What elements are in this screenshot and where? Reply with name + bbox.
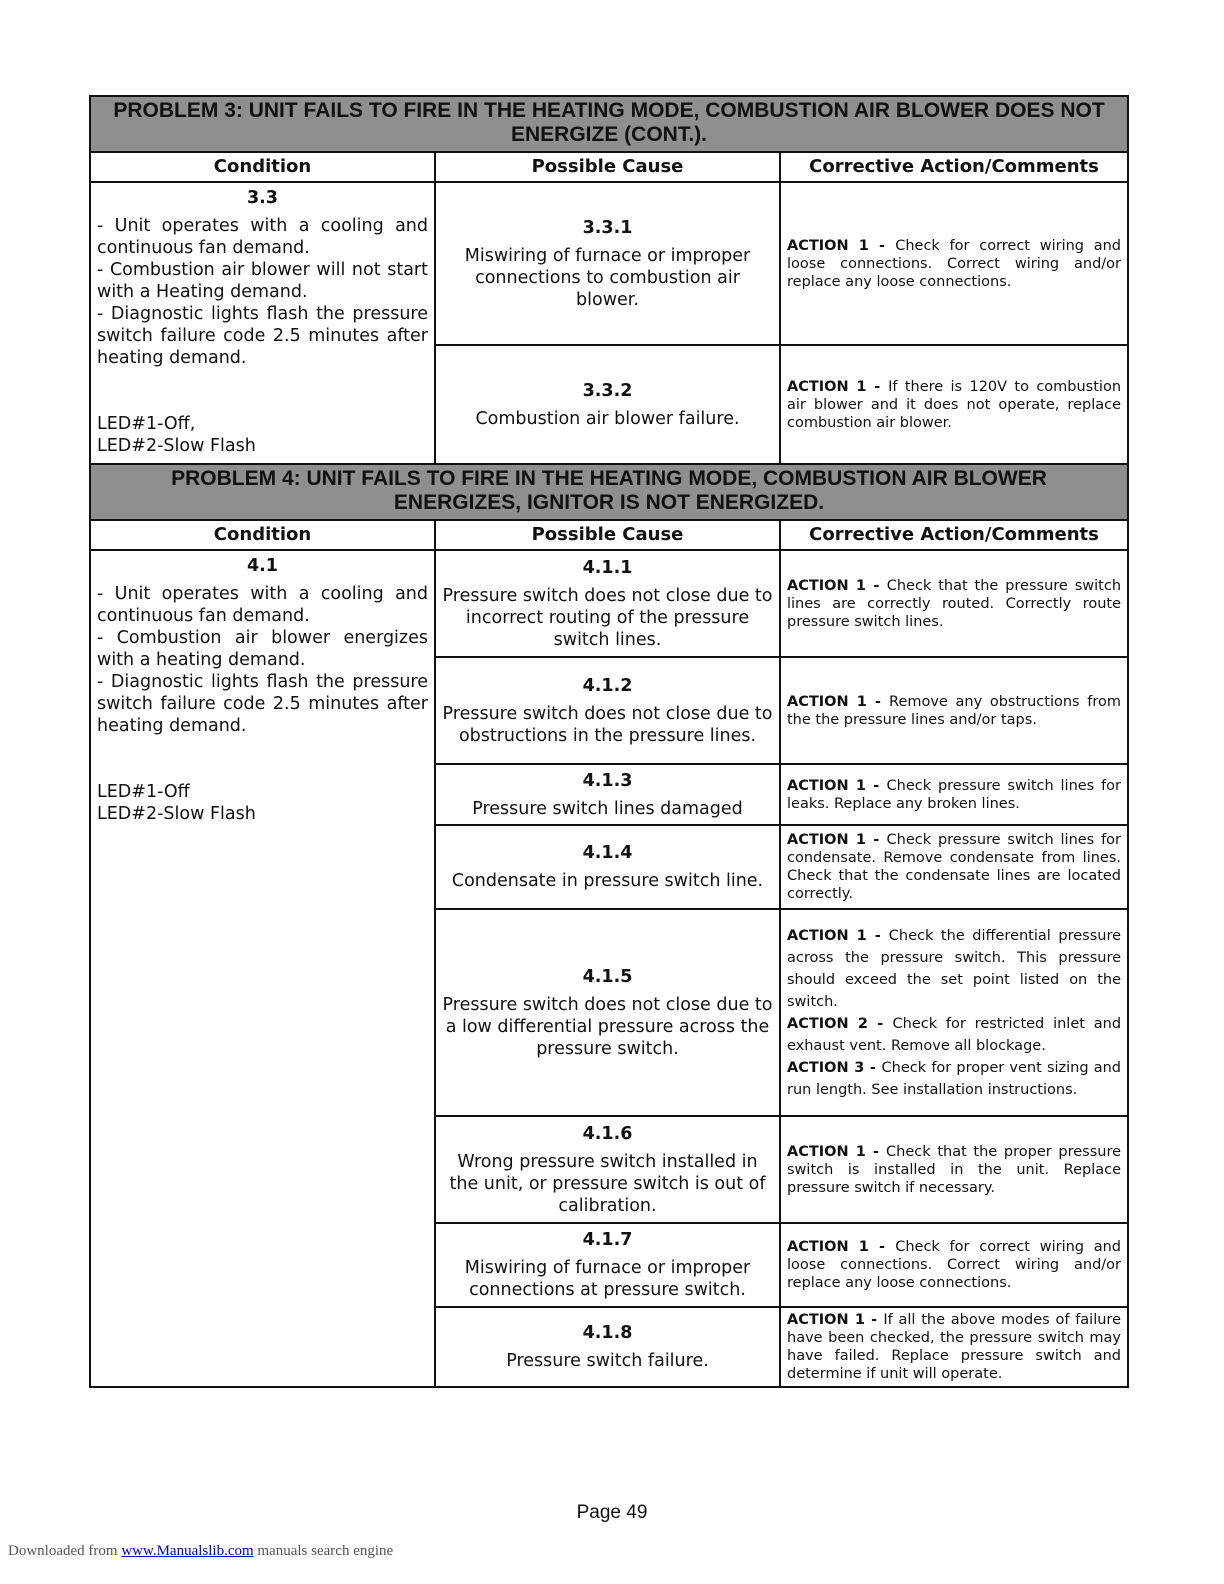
column-header-action: Corrective Action/Comments: [780, 152, 1128, 182]
corrective-action: [780, 345, 1128, 464]
action-label: ACTION 1 -: [787, 777, 887, 794]
corrective-action: [780, 1307, 1128, 1387]
cause-number: 4.1.5: [582, 966, 633, 987]
action-label: ACTION 1 -: [787, 378, 889, 395]
cause-text: Combustion air blower failure.: [475, 408, 740, 429]
cause-text: Condensate in pressure switch line.: [451, 871, 764, 891]
corrective-action: [780, 550, 1128, 657]
action-label: ACTION 1 -: [787, 1239, 896, 1255]
cause-number: 4.1.6: [582, 1123, 633, 1144]
cause-number: 3.3.2: [582, 380, 633, 401]
column-header-condition: Condition: [90, 520, 435, 550]
action-label: ACTION 1 -: [787, 577, 887, 594]
cause-text: Pressure switch failure.: [506, 1351, 709, 1371]
problem4-column-headers: [90, 520, 1128, 550]
column-header-cause: Possible Cause: [435, 520, 780, 550]
action-label: ACTION 1 -: [787, 927, 889, 944]
footer-prefix: Downloaded from: [8, 1543, 122, 1559]
possible-cause: [435, 909, 780, 1116]
action-text: Check for correct wiring and loose connections. Correct wiring and/or replace any loose connections.: [787, 1239, 1122, 1291]
possible-cause: [435, 1223, 780, 1307]
cause-number: 4.1.7: [582, 1230, 633, 1250]
troubleshooting-table: [89, 95, 1129, 1388]
corrective-action: [780, 182, 1128, 345]
possible-cause: [435, 182, 780, 345]
cause-text: Pressure switch does not close due to incorrect routing of the pressure switch lines.: [442, 585, 773, 650]
action-text: Check that the pressure switch lines are correctly routed. Correctly route pressure switch lines.: [787, 577, 1122, 630]
column-header-action: Corrective Action/Comments: [780, 520, 1128, 550]
problem3-condition: [90, 182, 435, 464]
cause-number: 4.1.2: [582, 675, 633, 696]
problem3-title: PROBLEM 3: UNIT FAILS TO FIRE IN THE HEATING MODE, COMBUSTION AIR BLOWER DOES NOT ENERGIZE (CONT.).: [90, 96, 1128, 152]
action-text: Check for correct wiring and loose connections. Correct wiring and/or replace any loose connections.: [787, 237, 1122, 290]
action-label: ACTION 2 -: [787, 1015, 893, 1032]
led1-status: LED#1-Off,: [97, 414, 196, 434]
column-header-condition: Condition: [90, 152, 435, 182]
problem4-header-row: [90, 464, 1128, 520]
problem3-column-headers: [90, 152, 1128, 182]
cause-number: 4.1.4: [582, 843, 633, 863]
possible-cause: [435, 550, 780, 657]
possible-cause: [435, 657, 780, 764]
action-text: Check that the proper pressure switch is installed in the unit. Replace pressure switch if necessary.: [787, 1143, 1122, 1196]
page-number: Page 49: [576, 1502, 648, 1523]
condition-number: 3.3: [246, 188, 278, 208]
condition-line: - Combustion air blower will not start with a Heating demand.: [97, 260, 428, 302]
cause-number: 4.1.1: [582, 557, 633, 578]
possible-cause: [435, 345, 780, 464]
action-text: If all the above modes of failure have been checked, the pressure switch may have failed. Replace pressure switch and determine if unit will operate.: [787, 1312, 1122, 1382]
corrective-action: [780, 825, 1128, 909]
cause-text: Miswiring of furnace or improper connections at pressure switch.: [464, 1258, 751, 1300]
problem3-header-row: [90, 96, 1128, 152]
condition-line: - Combustion air blower energizes with a heating demand.: [97, 628, 428, 670]
action-label: ACTION 3 -: [787, 1059, 882, 1076]
condition-line: - Unit operates with a cooling and continuous fan demand.: [97, 584, 428, 626]
corrective-action: [780, 909, 1128, 1116]
action-text: Remove any obstructions from the the pressure lines and/or taps.: [787, 693, 1122, 728]
corrective-action: [780, 764, 1128, 825]
action-label: ACTION 1 -: [787, 693, 890, 710]
possible-cause: [435, 1307, 780, 1387]
condition-number: 4.1: [246, 556, 278, 576]
problem4-condition: [90, 550, 435, 1387]
action-label: ACTION 1 -: [787, 1143, 887, 1160]
corrective-action: [780, 1116, 1128, 1223]
cause-number: 4.1.3: [582, 770, 633, 791]
cause-number: 4.1.8: [582, 1323, 633, 1343]
manualslib-link[interactable]: www.Manualslib.com: [121, 1543, 254, 1559]
action-text: Check the differential pressure across the pressure switch. This pressure should exceed the set point listed on the switch.: [787, 927, 1122, 1010]
possible-cause: [435, 825, 780, 909]
led1-status: LED#1-Off: [97, 782, 190, 802]
corrective-action: [780, 657, 1128, 764]
cause-text: Pressure switch lines damaged: [472, 798, 743, 819]
condition-line: - Diagnostic lights flash the pressure switch failure code 2.5 minutes after heating demand.: [97, 304, 428, 368]
cause-text: Pressure switch does not close due to obstructions in the pressure lines.: [442, 703, 773, 746]
action-label: ACTION 1 -: [787, 832, 887, 848]
action-text: Check pressure switch lines for condensate. Remove condensate from lines. Check that the condensate lines are located correctly.: [787, 832, 1122, 902]
led2-status: LED#2-Slow Flash: [97, 804, 256, 824]
problem4-row-4-1-1: [90, 550, 1128, 657]
column-header-cause: Possible Cause: [435, 152, 780, 182]
action-label: ACTION 1 -: [787, 1312, 884, 1328]
cause-number: 3.3.1: [582, 217, 633, 238]
led2-status: LED#2-Slow Flash: [97, 436, 256, 456]
download-footer: [8, 1543, 393, 1560]
condition-line: - Diagnostic lights flash the pressure switch failure code 2.5 minutes after heating demand.: [97, 672, 428, 736]
corrective-action: [780, 1223, 1128, 1307]
action-text: Check for proper vent sizing and run length. See installation instructions.: [787, 1059, 1122, 1098]
action-text: If there is 120V to combustion air blower and it does not operate, replace combustion air blower.: [787, 378, 1122, 431]
action-text: Check pressure switch lines for leaks. Replace any broken lines.: [787, 777, 1122, 812]
possible-cause: [435, 1116, 780, 1223]
footer-suffix: manuals search engine: [253, 1543, 394, 1559]
possible-cause: [435, 764, 780, 825]
cause-text: Wrong pressure switch installed in the unit, or pressure switch is out of calibration.: [449, 1151, 766, 1216]
problem3-row-3-3-1: [90, 182, 1128, 345]
problem4-title: PROBLEM 4: UNIT FAILS TO FIRE IN THE HEATING MODE, COMBUSTION AIR BLOWER ENERGIZES, IGNITOR IS NOT ENERGIZED.: [90, 464, 1128, 520]
condition-line: - Unit operates with a cooling and continuous fan demand.: [97, 216, 428, 258]
action-text: Check for restricted inlet and exhaust vent. Remove all blockage.: [787, 1015, 1122, 1054]
cause-text: Pressure switch does not close due to a low differential pressure across the pressure switch.: [442, 994, 773, 1059]
cause-text: Miswiring of furnace or improper connections to combustion air blower.: [464, 245, 751, 310]
action-label: ACTION 1 -: [787, 237, 896, 254]
